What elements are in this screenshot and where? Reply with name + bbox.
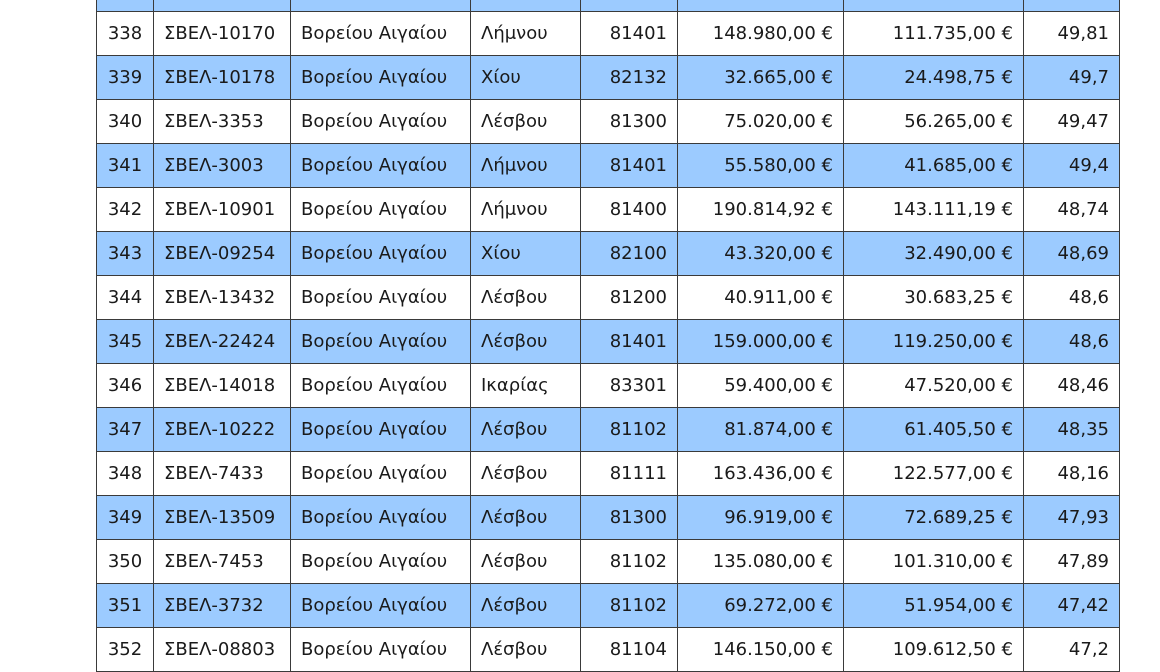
row-number-cell: 347	[97, 408, 154, 452]
budget-cell: 96.919,00 €	[678, 496, 844, 540]
region-cell: Βορείου Αιγαίου	[291, 276, 471, 320]
region-cell: Βορείου Αιγαίου	[291, 496, 471, 540]
row-number-cell: 352	[97, 628, 154, 672]
code-cell: ΣΒΕΛ-3003	[154, 144, 291, 188]
row-number-cell: 339	[97, 56, 154, 100]
row-number-cell: 341	[97, 144, 154, 188]
table-row	[97, 100, 1120, 144]
row-number-cell: 344	[97, 276, 154, 320]
score-cell: 49,7	[1024, 56, 1120, 100]
score-cell: 49,47	[1024, 100, 1120, 144]
data-table	[96, 0, 1120, 672]
table-row	[97, 144, 1120, 188]
subsidy-cell: 122.577,00 €	[844, 452, 1024, 496]
row-number-cell: 351	[97, 584, 154, 628]
score-cell: 48,16	[1024, 452, 1120, 496]
subsidy-cell	[844, 0, 1024, 12]
code-cell: ΣΒΕΛ-3353	[154, 100, 291, 144]
table-row	[97, 628, 1120, 672]
prefecture-cell: Λέσβου	[471, 496, 581, 540]
score-cell	[1024, 0, 1120, 12]
subsidy-cell: 109.612,50 €	[844, 628, 1024, 672]
row-number-cell: 342	[97, 188, 154, 232]
subsidy-cell: 32.490,00 €	[844, 232, 1024, 276]
code-cell: ΣΒΕΛ-10170	[154, 12, 291, 56]
score-cell: 48,46	[1024, 364, 1120, 408]
score-cell: 47,89	[1024, 540, 1120, 584]
table-row	[97, 276, 1120, 320]
prefecture-cell: Λέσβου	[471, 628, 581, 672]
table-row	[97, 540, 1120, 584]
score-cell: 48,6	[1024, 320, 1120, 364]
score-cell: 48,74	[1024, 188, 1120, 232]
score-cell: 47,93	[1024, 496, 1120, 540]
row-number-cell: 349	[97, 496, 154, 540]
budget-cell: 146.150,00 €	[678, 628, 844, 672]
budget-cell: 148.980,00 €	[678, 12, 844, 56]
score-cell: 48,6	[1024, 276, 1120, 320]
budget-cell: 159.000,00 €	[678, 320, 844, 364]
subsidy-cell: 143.111,19 €	[844, 188, 1024, 232]
subsidy-cell: 47.520,00 €	[844, 364, 1024, 408]
region-cell	[291, 0, 471, 12]
region-cell: Βορείου Αιγαίου	[291, 100, 471, 144]
row-number-cell: 350	[97, 540, 154, 584]
budget-cell: 40.911,00 €	[678, 276, 844, 320]
row-number-cell: 348	[97, 452, 154, 496]
row-number-cell: 343	[97, 232, 154, 276]
prefecture-cell: Λέσβου	[471, 408, 581, 452]
prefecture-cell: Λέσβου	[471, 584, 581, 628]
postcode-cell: 81300	[581, 100, 678, 144]
postcode-cell: 82100	[581, 232, 678, 276]
subsidy-cell: 119.250,00 €	[844, 320, 1024, 364]
budget-cell: 163.436,00 €	[678, 452, 844, 496]
budget-cell: 135.080,00 €	[678, 540, 844, 584]
region-cell: Βορείου Αιγαίου	[291, 408, 471, 452]
row-number-cell: 340	[97, 100, 154, 144]
region-cell: Βορείου Αιγαίου	[291, 12, 471, 56]
budget-cell: 43.320,00 €	[678, 232, 844, 276]
code-cell	[154, 0, 291, 12]
postcode-cell: 81111	[581, 452, 678, 496]
subsidy-cell: 101.310,00 €	[844, 540, 1024, 584]
row-number-cell: 346	[97, 364, 154, 408]
score-cell: 49,4	[1024, 144, 1120, 188]
budget-cell: 81.874,00 €	[678, 408, 844, 452]
prefecture-cell: Λήμνου	[471, 12, 581, 56]
prefecture-cell: Ικαρίας	[471, 364, 581, 408]
subsidy-cell: 30.683,25 €	[844, 276, 1024, 320]
postcode-cell: 81400	[581, 188, 678, 232]
subsidy-cell: 56.265,00 €	[844, 100, 1024, 144]
code-cell: ΣΒΕΛ-08803	[154, 628, 291, 672]
score-cell: 47,42	[1024, 584, 1120, 628]
code-cell: ΣΒΕΛ-09254	[154, 232, 291, 276]
postcode-cell: 82132	[581, 56, 678, 100]
prefecture-cell: Χίου	[471, 56, 581, 100]
prefecture-cell: Λέσβου	[471, 276, 581, 320]
table-row	[97, 0, 1120, 12]
subsidy-cell: 111.735,00 €	[844, 12, 1024, 56]
table-row	[97, 364, 1120, 408]
table-row	[97, 56, 1120, 100]
budget-cell: 32.665,00 €	[678, 56, 844, 100]
region-cell: Βορείου Αιγαίου	[291, 56, 471, 100]
table-row	[97, 188, 1120, 232]
budget-cell: 55.580,00 €	[678, 144, 844, 188]
code-cell: ΣΒΕΛ-3732	[154, 584, 291, 628]
prefecture-cell: Λήμνου	[471, 188, 581, 232]
subsidy-cell: 41.685,00 €	[844, 144, 1024, 188]
prefecture-cell	[471, 0, 581, 12]
score-cell: 48,69	[1024, 232, 1120, 276]
code-cell: ΣΒΕΛ-10222	[154, 408, 291, 452]
region-cell: Βορείου Αιγαίου	[291, 188, 471, 232]
prefecture-cell: Λέσβου	[471, 452, 581, 496]
prefecture-cell: Χίου	[471, 232, 581, 276]
postcode-cell: 81102	[581, 540, 678, 584]
region-cell: Βορείου Αιγαίου	[291, 540, 471, 584]
code-cell: ΣΒΕΛ-10178	[154, 56, 291, 100]
subsidy-cell: 51.954,00 €	[844, 584, 1024, 628]
table-row	[97, 408, 1120, 452]
budget-cell: 190.814,92 €	[678, 188, 844, 232]
postcode-cell	[581, 0, 678, 12]
budget-cell	[678, 0, 844, 12]
score-cell: 48,35	[1024, 408, 1120, 452]
region-cell: Βορείου Αιγαίου	[291, 452, 471, 496]
code-cell: ΣΒΕΛ-13432	[154, 276, 291, 320]
table-body	[97, 0, 1120, 672]
budget-cell: 59.400,00 €	[678, 364, 844, 408]
prefecture-cell: Λήμνου	[471, 144, 581, 188]
postcode-cell: 81401	[581, 144, 678, 188]
table-row	[97, 496, 1120, 540]
table-row	[97, 320, 1120, 364]
region-cell: Βορείου Αιγαίου	[291, 320, 471, 364]
region-cell: Βορείου Αιγαίου	[291, 584, 471, 628]
code-cell: ΣΒΕΛ-22424	[154, 320, 291, 364]
prefecture-cell: Λέσβου	[471, 100, 581, 144]
region-cell: Βορείου Αιγαίου	[291, 364, 471, 408]
postcode-cell: 81200	[581, 276, 678, 320]
code-cell: ΣΒΕΛ-14018	[154, 364, 291, 408]
prefecture-cell: Λέσβου	[471, 540, 581, 584]
table-row	[97, 12, 1120, 56]
postcode-cell: 81102	[581, 584, 678, 628]
code-cell: ΣΒΕΛ-7453	[154, 540, 291, 584]
postcode-cell: 81102	[581, 408, 678, 452]
postcode-cell: 81300	[581, 496, 678, 540]
row-number-cell	[97, 0, 154, 12]
postcode-cell: 83301	[581, 364, 678, 408]
table-row	[97, 232, 1120, 276]
subsidy-cell: 24.498,75 €	[844, 56, 1024, 100]
code-cell: ΣΒΕΛ-13509	[154, 496, 291, 540]
postcode-cell: 81104	[581, 628, 678, 672]
subsidy-cell: 61.405,50 €	[844, 408, 1024, 452]
score-cell: 47,2	[1024, 628, 1120, 672]
subsidy-cell: 72.689,25 €	[844, 496, 1024, 540]
budget-cell: 75.020,00 €	[678, 100, 844, 144]
region-cell: Βορείου Αιγαίου	[291, 628, 471, 672]
region-cell: Βορείου Αιγαίου	[291, 144, 471, 188]
budget-cell: 69.272,00 €	[678, 584, 844, 628]
code-cell: ΣΒΕΛ-7433	[154, 452, 291, 496]
postcode-cell: 81401	[581, 12, 678, 56]
table-row	[97, 584, 1120, 628]
table-row	[97, 452, 1120, 496]
region-cell: Βορείου Αιγαίου	[291, 232, 471, 276]
prefecture-cell: Λέσβου	[471, 320, 581, 364]
code-cell: ΣΒΕΛ-10901	[154, 188, 291, 232]
row-number-cell: 345	[97, 320, 154, 364]
postcode-cell: 81401	[581, 320, 678, 364]
score-cell: 49,81	[1024, 12, 1120, 56]
row-number-cell: 338	[97, 12, 154, 56]
